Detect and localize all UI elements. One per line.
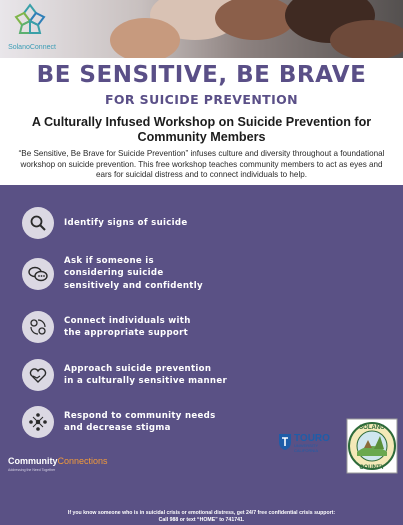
network-arrows-icon bbox=[28, 412, 48, 432]
hand-shape bbox=[110, 18, 180, 58]
hand-shape bbox=[215, 0, 295, 40]
heart-hands-icon bbox=[28, 366, 48, 384]
speech-bubbles-icon bbox=[28, 265, 48, 283]
shield-icon bbox=[278, 433, 292, 451]
subtitle: A Culturally Infused Workshop on Suicide Prevention for Community Members bbox=[31, 115, 372, 144]
page-title: BE SENSITIVE, BE BRAVE bbox=[36, 62, 367, 88]
hand-shape bbox=[330, 20, 403, 58]
list-item bbox=[22, 255, 392, 292]
crisis-support-text: If you know someone who is in suicidal crisis or emotional distress, get 24/7 free confidential crisis support: Call 988 or text “HOME” to 741741. bbox=[67, 510, 336, 523]
community-connections-word-a: Community bbox=[8, 456, 58, 466]
icon-circle bbox=[22, 406, 54, 438]
touro-university-logo bbox=[278, 433, 340, 459]
solano-county-seal bbox=[346, 418, 398, 474]
page-title-secondary: FOR SUICIDE PREVENTION bbox=[104, 92, 299, 107]
flower-logo-icon bbox=[14, 3, 46, 41]
item-label: Respond to community needs and decrease stigma bbox=[64, 410, 216, 433]
list-item bbox=[22, 359, 392, 391]
magnifier-icon bbox=[29, 214, 47, 232]
solano-connect-logo bbox=[4, 3, 56, 57]
community-connections-logo bbox=[8, 456, 108, 466]
seal-text-top: SOLANO bbox=[359, 425, 385, 431]
logo-text: SolanoConnect bbox=[8, 44, 56, 51]
footer-bar bbox=[0, 510, 403, 525]
icon-circle bbox=[22, 359, 54, 391]
hero-photo bbox=[0, 0, 403, 58]
touro-subtitle: UNIVERSITY CALIFORNIA bbox=[294, 443, 319, 453]
item-label: Identify signs of suicide bbox=[64, 217, 188, 228]
list-item bbox=[22, 207, 392, 239]
icon-circle bbox=[22, 207, 54, 239]
list-item bbox=[22, 311, 392, 343]
icon-circle bbox=[22, 258, 54, 290]
item-label: Approach suicide prevention in a culturally sensitive manner bbox=[64, 363, 228, 386]
item-label: Ask if someone is considering suicide sensitively and confidently bbox=[64, 256, 203, 291]
community-connections-word-b: Connections bbox=[57, 456, 108, 466]
connected-people-icon bbox=[28, 317, 48, 337]
intro-paragraph: “Be Sensitive, Be Brave for Suicide Prevention” infuses culture and diversity throughout a foundational workshop on suicide prevention. This free workshop teaches community members to act as eyes and ears for suicidal distress and to connect individuals to help. bbox=[18, 149, 385, 179]
touro-name: TOURO bbox=[294, 433, 330, 444]
icon-circle bbox=[22, 311, 54, 343]
community-connections-tagline: Addressing the Need Together bbox=[8, 468, 56, 472]
item-label: Connect individuals with the appropriate support bbox=[64, 315, 191, 338]
benefits-panel bbox=[0, 185, 403, 510]
seal-text-bottom: COUNTY bbox=[359, 465, 385, 471]
